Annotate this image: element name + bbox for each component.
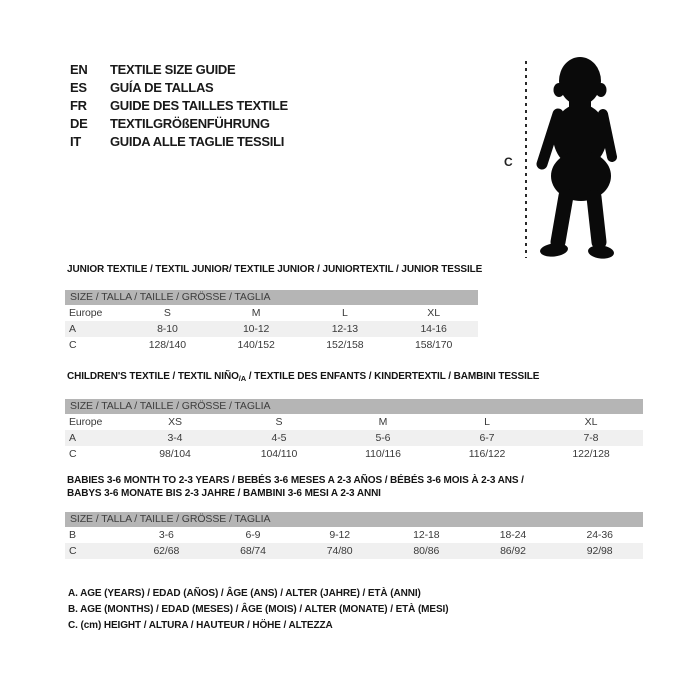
junior-textile-table	[65, 263, 483, 353]
age-cell: 9-12	[329, 529, 350, 541]
size-cell: S	[163, 307, 171, 319]
language-code: EN	[70, 62, 88, 77]
language-row-en	[70, 61, 288, 79]
age-cell: 12-18	[413, 529, 440, 541]
age-cell: 8-10	[157, 323, 178, 335]
height-cell: 116/122	[468, 448, 506, 460]
age-cell: 10-12	[242, 323, 270, 335]
language-guide-list	[70, 61, 288, 151]
height-marker-label: C	[504, 155, 513, 169]
age-cell: 6-7	[479, 432, 495, 444]
size-cell: M	[378, 416, 388, 428]
age-cell: 24-36	[586, 529, 613, 541]
babies-table-title	[67, 474, 643, 500]
legend-notes	[68, 586, 448, 634]
row-label: A	[69, 432, 76, 444]
height-cell: 104/110	[260, 448, 298, 460]
table-row-height	[65, 446, 643, 462]
age-cell: 6-9	[245, 529, 261, 541]
language-row-de	[70, 115, 288, 133]
age-cell: 7-8	[583, 432, 599, 444]
size-cell: L	[484, 416, 490, 428]
row-label: C	[69, 448, 77, 460]
size-cell: S	[275, 416, 283, 428]
row-label: Europe	[69, 307, 103, 319]
height-cell: 128/140	[148, 339, 186, 351]
language-code: FR	[70, 98, 87, 113]
table-row-height	[65, 337, 478, 353]
height-cell: 74/80	[326, 545, 353, 557]
size-cell: XS	[168, 416, 182, 428]
junior-size-grid	[65, 305, 478, 353]
guide-title-de: TEXTILGRÖßENFÜHRUNG	[110, 116, 270, 131]
age-cell: 4-5	[271, 432, 287, 444]
table-row-age	[65, 321, 478, 337]
language-code: DE	[70, 116, 88, 131]
babies-size-grid	[65, 527, 643, 559]
age-cell: 3-4	[167, 432, 183, 444]
size-cell: M	[251, 307, 261, 319]
size-cell: XL	[427, 307, 440, 319]
height-cell: 68/74	[240, 545, 266, 557]
babies-title-line-2: BABYS 3-6 MONATE BIS 2-3 JAHRE / BAMBINI 3-6 MESI A 2-3 ANNI	[67, 488, 381, 499]
age-cell: 3-6	[158, 529, 174, 541]
row-label: B	[69, 529, 76, 541]
babies-title-line-1: BABIES 3-6 MONTH TO 2-3 YEARS / BEBÉS 3-6 MESES A 2-3 AÑOS / BÉBÉS 3-6 MOIS À 2-3 ANS /	[67, 475, 524, 486]
note-age-years: A. AGE (YEARS) / EDAD (AÑOS) / ÂGE (ANS) / ALTER (JAHRE) / ETÀ (ANNI)	[68, 588, 421, 599]
age-cell: 12-13	[331, 323, 359, 335]
height-measure-line	[525, 61, 527, 258]
guide-title-es: GUÍA DE TALLAS	[110, 80, 214, 95]
size-header-bar: SIZE / TALLA / TAILLE / GRÖSSE / TAGLIA	[65, 290, 478, 305]
height-cell: 80/86	[413, 545, 440, 557]
height-cell: 86/92	[500, 545, 526, 557]
childrens-table-title	[67, 370, 643, 385]
title-subscript: /A	[238, 374, 247, 383]
size-header-bar: SIZE / TALLA / TAILLE / GRÖSSE / TAGLIA	[65, 512, 643, 527]
guide-title-it: GUIDA ALLE TAGLIE TESSILI	[110, 134, 285, 149]
height-cell: 62/68	[153, 545, 180, 557]
language-row-es	[70, 79, 288, 97]
childrens-textile-table	[65, 370, 643, 462]
height-cell: 140/152	[237, 339, 275, 351]
height-cell: 122/128	[572, 448, 610, 460]
note-height-cm: C. (cm) HEIGHT / ALTURA / HAUTEUR / HÖHE / ALTEZZA	[68, 620, 333, 631]
row-label: C	[69, 339, 77, 351]
title-main: CHILDREN'S TEXTILE / TEXTIL NIÑO	[67, 371, 239, 382]
language-row-fr	[70, 97, 288, 115]
height-cell: 152/158	[326, 339, 364, 351]
language-code: IT	[70, 134, 81, 149]
language-code: ES	[70, 80, 87, 95]
size-header-bar: SIZE / TALLA / TAILLE / GRÖSSE / TAGLIA	[65, 399, 643, 414]
guide-title-fr: GUIDE DES TAILLES TEXTILE	[110, 98, 288, 113]
title-rest: / TEXTILE DES ENFANTS / KINDERTEXTIL / BAMBINI TESSILE	[246, 371, 540, 382]
size-cell: XL	[584, 416, 598, 428]
age-cell: 18-24	[499, 529, 527, 541]
note-age-months: B. AGE (MONTHS) / EDAD (MESES) / ÂGE (MOIS) / ALTER (MONATE) / ETÀ (MESI)	[68, 604, 449, 615]
row-label: Europe	[69, 416, 103, 428]
guide-title-en: TEXTILE SIZE GUIDE	[110, 62, 236, 77]
toddler-silhouette-image	[533, 54, 623, 262]
size-cell: L	[342, 307, 348, 319]
babies-textile-table	[65, 474, 643, 559]
table-row-europe	[65, 305, 478, 321]
age-cell: 14-16	[420, 323, 447, 335]
height-cell: 110/116	[365, 448, 401, 460]
height-cell: 92/98	[586, 545, 613, 557]
age-cell: 5-6	[375, 432, 391, 444]
row-label: C	[69, 545, 77, 557]
junior-table-title: JUNIOR TEXTILE / TEXTIL JUNIOR/ TEXTILE JUNIOR / JUNIORTEXTIL / JUNIOR TESSILE	[67, 264, 483, 275]
language-row-it	[70, 133, 288, 151]
table-row-height	[65, 543, 643, 559]
table-row-age	[65, 430, 643, 446]
table-row-age-months	[65, 527, 643, 543]
table-row-europe	[65, 414, 643, 430]
row-label: A	[69, 323, 76, 335]
height-cell: 98/104	[159, 448, 191, 460]
height-cell: 158/170	[414, 339, 453, 351]
childrens-size-grid	[65, 414, 643, 462]
